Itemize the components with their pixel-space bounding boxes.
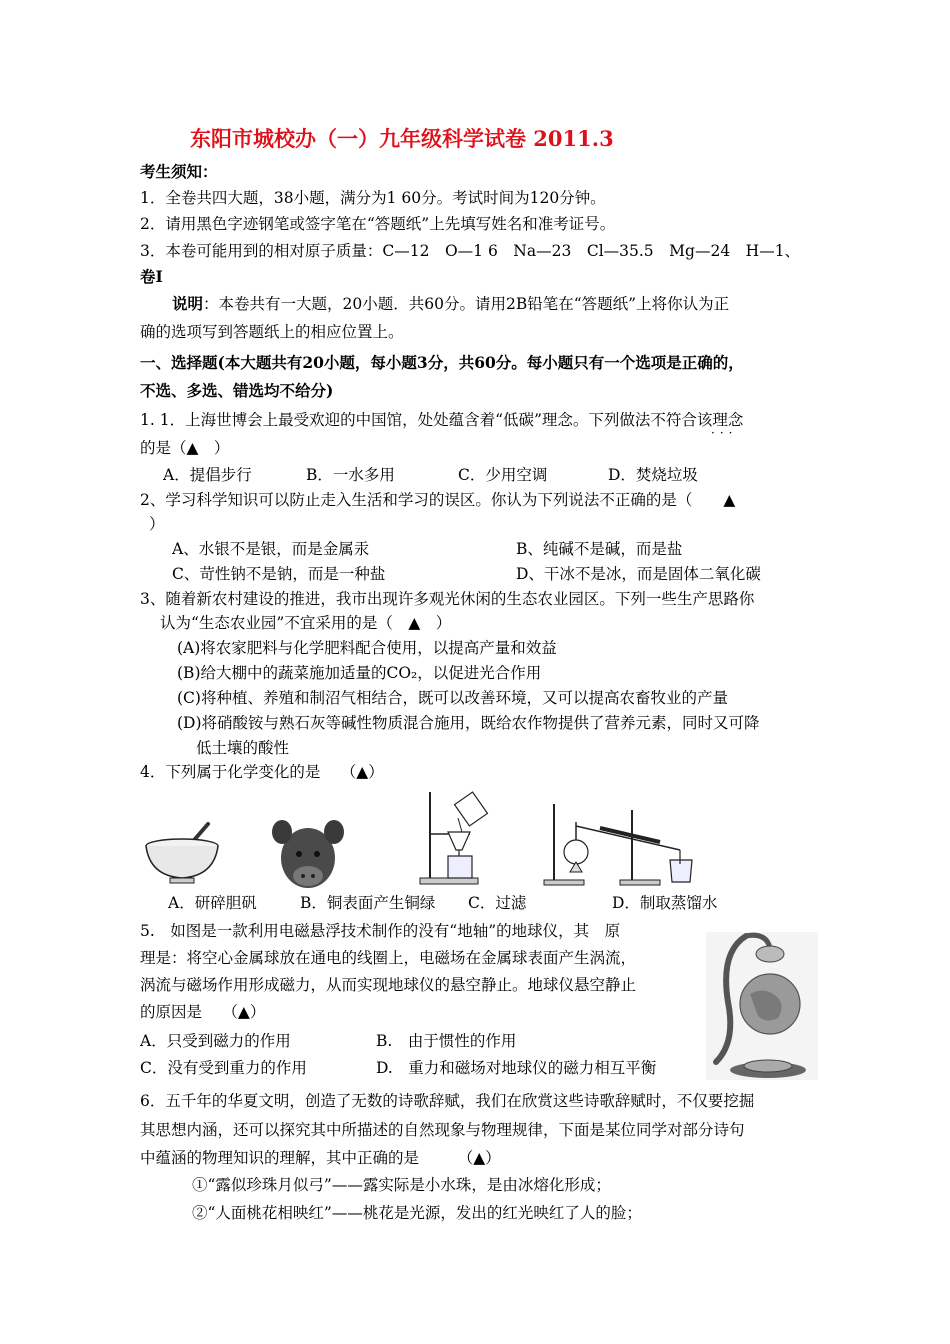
- explain-line1: [172, 294, 729, 314]
- maglev-globe-image: [706, 932, 818, 1080]
- distillation-apparatus-image: [540, 800, 710, 888]
- option-d: D、干冰不是冰，而是固体二氧化碳: [516, 565, 761, 583]
- option-b: B．铜表面产生铜绿: [300, 894, 436, 912]
- notice-item: 3．本卷可能用到的相对原子质量：C—12 O—1 6 Na—23 Cl—35.5 Mg—24 H—1、: [140, 242, 801, 260]
- emphasis-dots: ···: [711, 426, 738, 440]
- question-1: 1. 1．上海世博会上最受欢迎的中国馆，处处蕴含着“低碳”理念。下列做法不符合该理念: [140, 411, 744, 429]
- option-a: A．研碎胆矾: [168, 894, 257, 912]
- question-1-cont: 的是（▲ ）: [140, 439, 230, 457]
- option-b: (B)给大棚中的蔬菜施加适量的CO₂，以促进光合作用: [177, 664, 542, 682]
- statement-item: ①“露似珍珠月似弓”——露实际是小水珠，是由冰熔化形成；: [192, 1176, 611, 1194]
- question-2: 2、学习科学知识可以防止走入生活和学习的误区。你认为下列说法不正确的是（ ▲: [140, 491, 736, 509]
- explain-line2: 确的选项写到答题纸上的相应位置上。: [140, 323, 404, 341]
- option-c: (C)将种植、养殖和制沼气相结合，既可以改善环境，又可以提高农畜牧业的产量: [177, 689, 728, 707]
- option-a: A．只受到磁力的作用: [140, 1032, 291, 1050]
- option-a: A、水银不是银，而是金属汞: [172, 540, 370, 558]
- option-d-cont: 低土壤的酸性: [196, 739, 290, 757]
- option-a: A．提倡步行: [163, 466, 252, 484]
- explain-bold: 说明: [172, 294, 204, 313]
- question-3: 3、随着新农村建设的推进，我市出现许多观光休闲的生态农业园区。下列一些生产思路你: [140, 590, 755, 608]
- volume-label: 卷Ⅰ: [140, 267, 163, 286]
- option-b: B. 由于惯性的作用: [376, 1032, 517, 1050]
- option-c: C．少用空调: [458, 466, 548, 484]
- question-2-cont: ）: [149, 515, 165, 533]
- question-5-cont: 的原因是 （▲）: [140, 1003, 266, 1021]
- question-6-cont: 其思想内涵，还可以探究其中所描述的自然现象与物理规律，下面是某位同学对部分诗句: [140, 1121, 745, 1139]
- mortar-pestle-image: [142, 818, 222, 888]
- option-d: D．焚烧垃圾: [608, 466, 698, 484]
- option-c: C．过滤: [468, 894, 527, 912]
- option-b: B．一水多用: [306, 466, 395, 484]
- option-d: (D)将硝酸铵与熟石灰等碱性物质混合施用，既给农作物提供了营养元素，同时又可降: [177, 714, 760, 732]
- notice-heading: 考生须知：: [140, 162, 218, 181]
- copper-patina-image: [272, 818, 344, 890]
- question-5-cont: 涡流与磁场作用形成磁力，从而实现地球仪的悬空静止。地球仪悬空静止: [140, 976, 637, 994]
- option-a: (A)将农家肥料与化学肥料配合使用，以提高产量和效益: [177, 639, 557, 657]
- section-heading: 一、选择题(本大题共有20小题，每小题3分，共60分。每小题只有一个选项是正确的，: [140, 353, 744, 372]
- option-c: C、苛性钠不是钠，而是一种盐: [172, 565, 386, 583]
- section-heading-cont: 不选、多选、错选均不给分): [140, 381, 334, 400]
- notice-item: 2．请用黑色字迹钢笔或签字笔在“答题纸”上先填写姓名和准考证号。: [140, 215, 616, 233]
- statement-item: ②“人面桃花相映红”——桃花是光源，发出的红光映红了人的脸；: [192, 1204, 642, 1222]
- question-3-cont: 认为“生态农业园”不宜采用的是（ ▲ ）: [160, 614, 452, 632]
- question-5-cont: 理是：将空心金属球放在通电的线圈上，电磁场在金属球表面产生涡流，: [140, 949, 637, 967]
- option-b: B、纯碱不是碱，而是盐: [516, 540, 683, 558]
- question-5: 5. 如图是一款利用电磁悬浮技术制作的没有“地轴”的地球仪，其 原: [140, 922, 621, 940]
- page-title: 东阳市城校办（一）九年级科学试卷 2011.3: [190, 126, 614, 151]
- option-d: D．制取蒸馏水: [612, 894, 718, 912]
- question-6: 6．五千年的华夏文明，创造了无数的诗歌辞赋，我们在欣赏这些诗歌辞赋时，不仅要挖掘: [140, 1092, 755, 1110]
- notice-item: 1．全卷共四大题，38小题，满分为1 60分。考试时间为120分钟。: [140, 189, 606, 207]
- explain-rest: ：本卷共有一大题，20小题．共60分。请用2B铅笔在“答题纸”上将你认为正: [203, 295, 730, 313]
- option-c: C．没有受到重力的作用: [140, 1059, 307, 1077]
- question-4: 4．下列属于化学变化的是 （▲）: [140, 763, 384, 781]
- filtration-apparatus-image: [418, 788, 518, 888]
- option-d: D. 重力和磁场对地球仪的磁力相互平衡: [376, 1059, 657, 1077]
- question-6-cont: 中蕴涵的物理知识的理解，其中正确的是 （▲）: [140, 1149, 501, 1167]
